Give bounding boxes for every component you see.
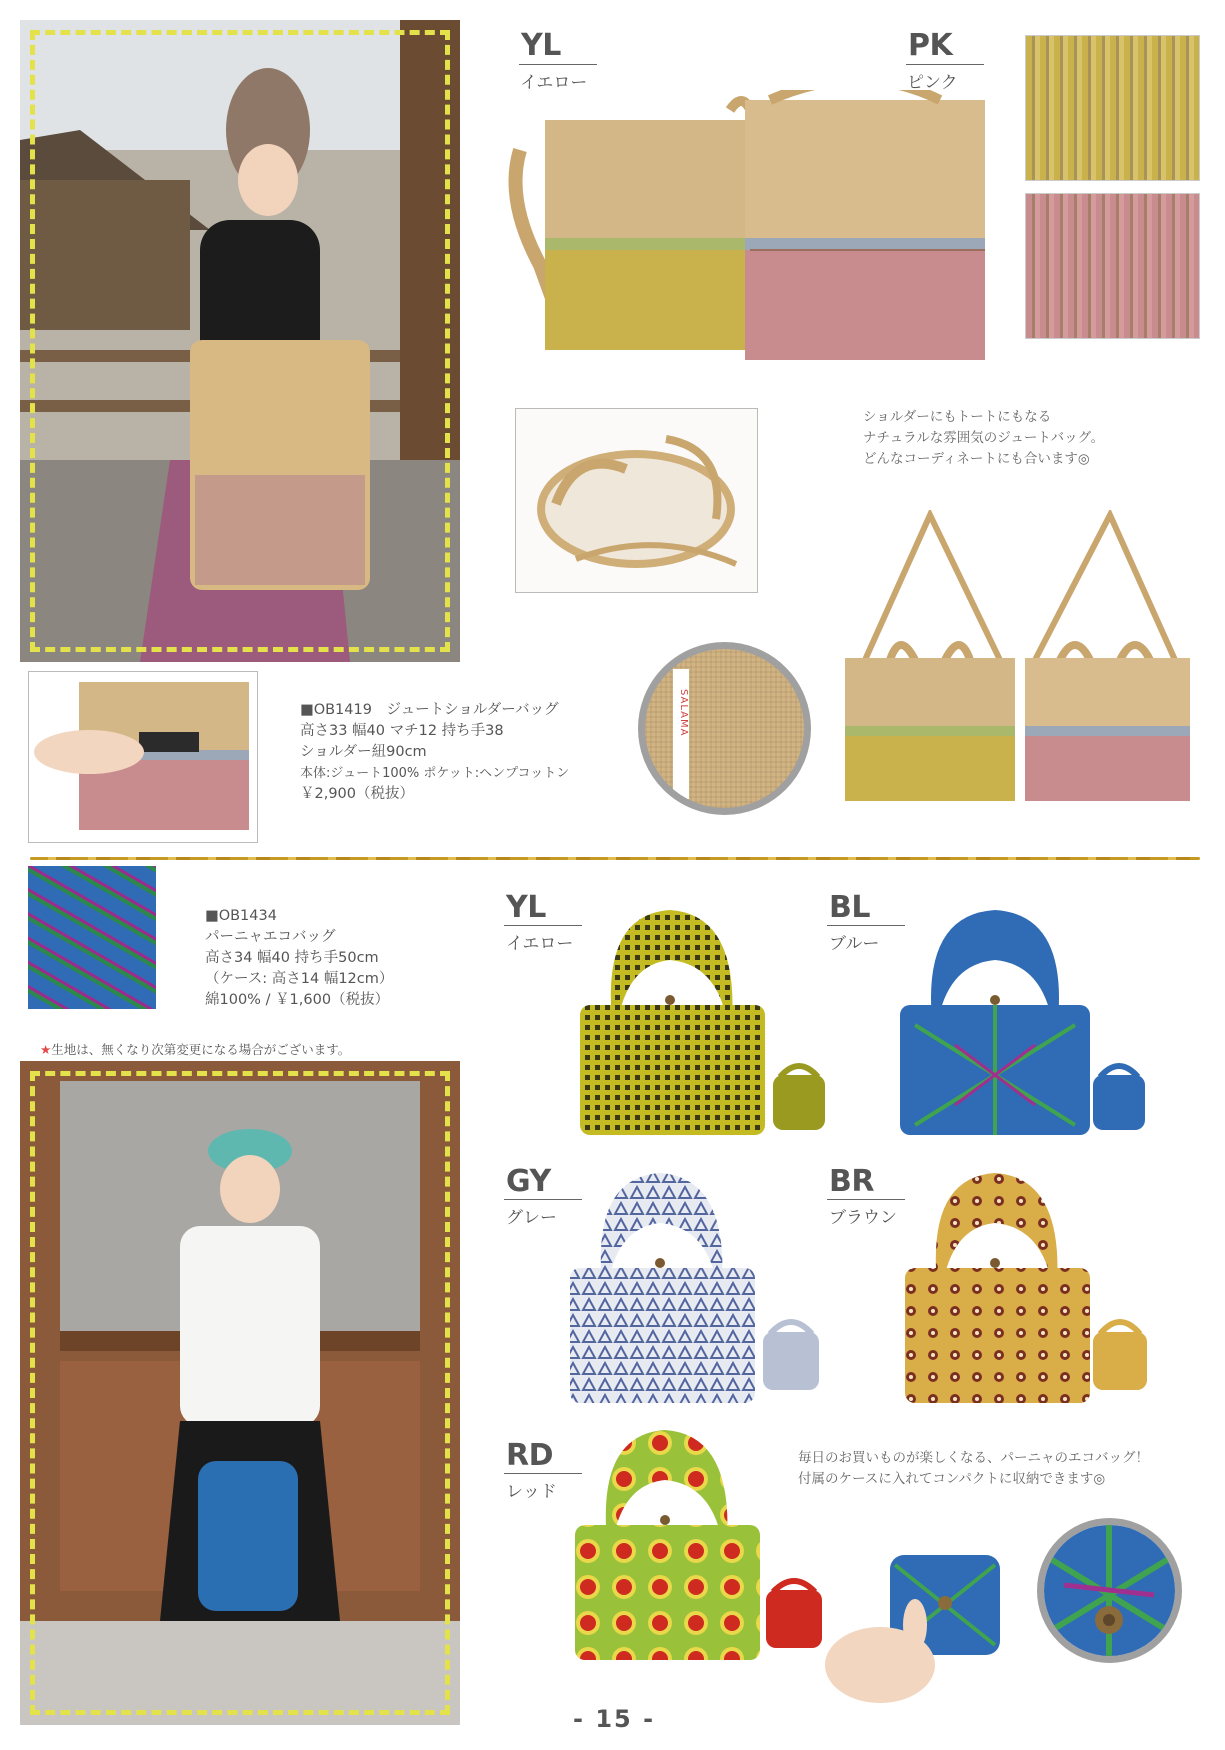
model-photo-jute-bag [20,20,460,662]
pocket-detail-photo [28,671,258,843]
button-closeup-illustration [1044,1525,1175,1656]
variant-code-br: BR [829,1164,874,1199]
product-info-ob1434 [205,906,393,1011]
yellow-bag-shoulder-photo [840,510,1020,810]
button-closeup-circle [1037,1518,1182,1663]
variant-code-yl: YL [506,890,546,925]
variant-name-yellow: イエロー [506,934,574,954]
hand-holding-case-illustration [825,1545,1005,1710]
product-case-size: （ケース: 高さ14 幅12cm） [205,971,394,987]
bag-interior-illustration [516,409,758,593]
page-number: - 15 - [573,1705,656,1733]
variant-rule [519,64,597,65]
eco-bag-brown-case [1090,1310,1150,1395]
variant-code-bl: BL [829,890,870,925]
variant-code-gy: GY [506,1164,551,1199]
variant-code-pk: PK [908,28,953,63]
eco-bag-yellow-case-illustration [770,1055,828,1135]
pink-weave-closeup [1025,193,1200,339]
eco-bag-brown-illustration [900,1168,1095,1408]
model-photo-jute-bag-illustration [20,20,460,662]
eco-bag-brown-photo [900,1168,1095,1408]
model-photo-eco-bag-illustration [20,1061,460,1725]
eco-bag-yellow-illustration [575,905,770,1140]
folded-eco-bag-case-photo [28,866,156,1009]
product-info-ob1419 [300,700,569,805]
variant-name-pink: ピンク [907,73,958,93]
product-price: ￥2,900（税抜） [300,786,415,802]
variant-rule [827,1199,905,1200]
eco-bag-brown-case-illustration [1090,1310,1150,1395]
jute-bags-product-photo [500,90,990,380]
product-material: 本体:ジュート100% ポケット:ヘンプコットン [300,766,570,781]
jute-bag-description: ショルダーにもトートにもなる ナチュラルな雰囲気のジュートバッグ。 どんなコーディネートにも合います◎ [863,409,1105,467]
product-id: ■OB1419 ジュートショルダーバッグ [300,702,559,718]
product-name: パーニャエコバッグ [205,929,336,945]
jute-tag-closeup-circle [638,642,811,815]
variant-name-yellow: イエロー [520,73,588,93]
jute-bags-illustration [500,90,990,380]
eco-bag-blue-illustration [895,905,1095,1140]
fabric-change-note [40,1040,350,1058]
note-text: 生地は、無くなり次第変更になる場合がございます。 [51,1042,351,1057]
variant-rule [906,64,984,65]
eco-bag-red-case [763,1570,825,1652]
pocket-detail-illustration [29,672,258,843]
pink-bag-shoulder-illustration [1020,510,1200,810]
variant-code-yl: YL [521,28,561,63]
eco-bag-red-case-illustration [763,1570,825,1652]
eco-bag-red-photo [570,1425,765,1665]
eco-bag-blue-case-illustration [1090,1055,1148,1135]
product-size: 高さ33 幅40 マチ12 持ち手38 [300,723,504,739]
yellow-bag-shoulder-illustration [840,510,1020,810]
variant-name-red: レッド [506,1482,557,1502]
eco-bag-description: 毎日のお買いものが楽しくなる、パーニャのエコバッグ！ 付属のケースに入れてコンパクトに収納できます◎ [798,1450,1149,1487]
eco-bag-blue-case [1090,1055,1148,1135]
product-strap: ショルダー紐90cm [300,744,427,760]
variant-rule [827,925,905,926]
eco-bag-gray-illustration [565,1168,760,1408]
product-material-price: 綿100% / ￥1,600（税抜） [205,992,390,1008]
salama-tag-text: SALAMA [678,689,689,737]
note-star: ★ [40,1042,52,1057]
model-photo-eco-bag [20,1061,460,1725]
yellow-weave-closeup [1025,35,1200,181]
eco-bag-blue-photo [895,905,1095,1140]
pink-bag-shoulder-photo [1020,510,1200,810]
variant-code-rd: RD [506,1438,554,1473]
section-divider [30,857,1200,860]
eco-bag-gray-photo [565,1168,760,1408]
eco-bag-yellow-case [770,1055,828,1135]
hand-holding-case-photo [825,1545,1005,1710]
product-size: 高さ34 幅40 持ち手50cm [205,950,379,966]
eco-bag-gray-case [760,1310,822,1395]
bag-interior-photo [515,408,758,593]
variant-name-blue: ブルー [829,934,880,954]
variant-name-brown: ブラウン [829,1208,897,1228]
eco-bag-gray-case-illustration [760,1310,822,1395]
product-id: ■OB1434 [205,908,277,924]
eco-bag-yellow-photo [575,905,770,1140]
variant-rule [504,925,582,926]
variant-name-gray: グレー [506,1208,557,1228]
eco-bag-red-illustration [570,1425,765,1665]
